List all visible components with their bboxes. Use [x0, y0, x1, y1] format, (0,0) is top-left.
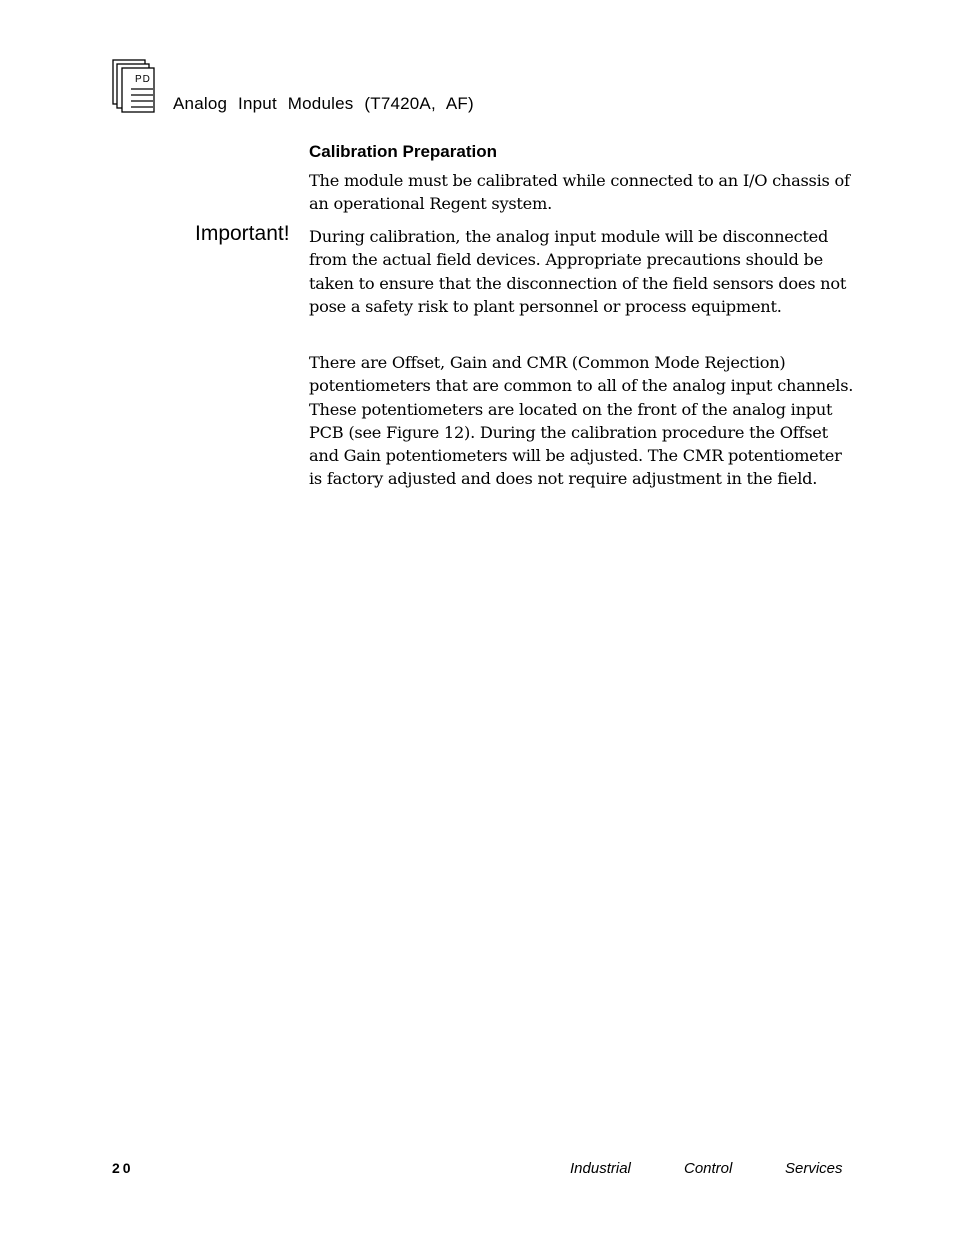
page-header-title: Analog Input Modules (T7420A, AF) — [173, 94, 474, 113]
footer-company-word: Control — [684, 1160, 733, 1177]
important-paragraph: During calibration, the analog input module will be disconnected from the actual field devices. Appropriate precautions should be taken to ensure that the disconnection of the field sensors does not pose a safety risk to plant personnel or process equipment. — [309, 227, 847, 316]
section-heading: Calibration Preparation — [309, 142, 497, 161]
important-label: Important! — [195, 222, 290, 245]
document-stack-icon — [112, 59, 156, 113]
document-icon-label: PD — [135, 74, 151, 85]
body-paragraph: There are Offset, Gain and CMR (Common Mode Rejection) potentiometers that are common to all of the analog input channels. These potentiometers are located on the front of the analog input PCB (see Figure 12). During the calibration procedure the Offset and Gain potentiometers will be adjusted. The CMR potentiometer is factory adjusted and does not require adjustment in the field. — [309, 353, 854, 489]
page-number: 20 — [112, 1160, 134, 1176]
footer-company-word: Industrial — [570, 1160, 631, 1177]
intro-paragraph: The module must be calibrated while connected to an I/O chassis of an operational Regent system. — [309, 171, 850, 214]
footer-company-word: Services — [785, 1160, 843, 1177]
